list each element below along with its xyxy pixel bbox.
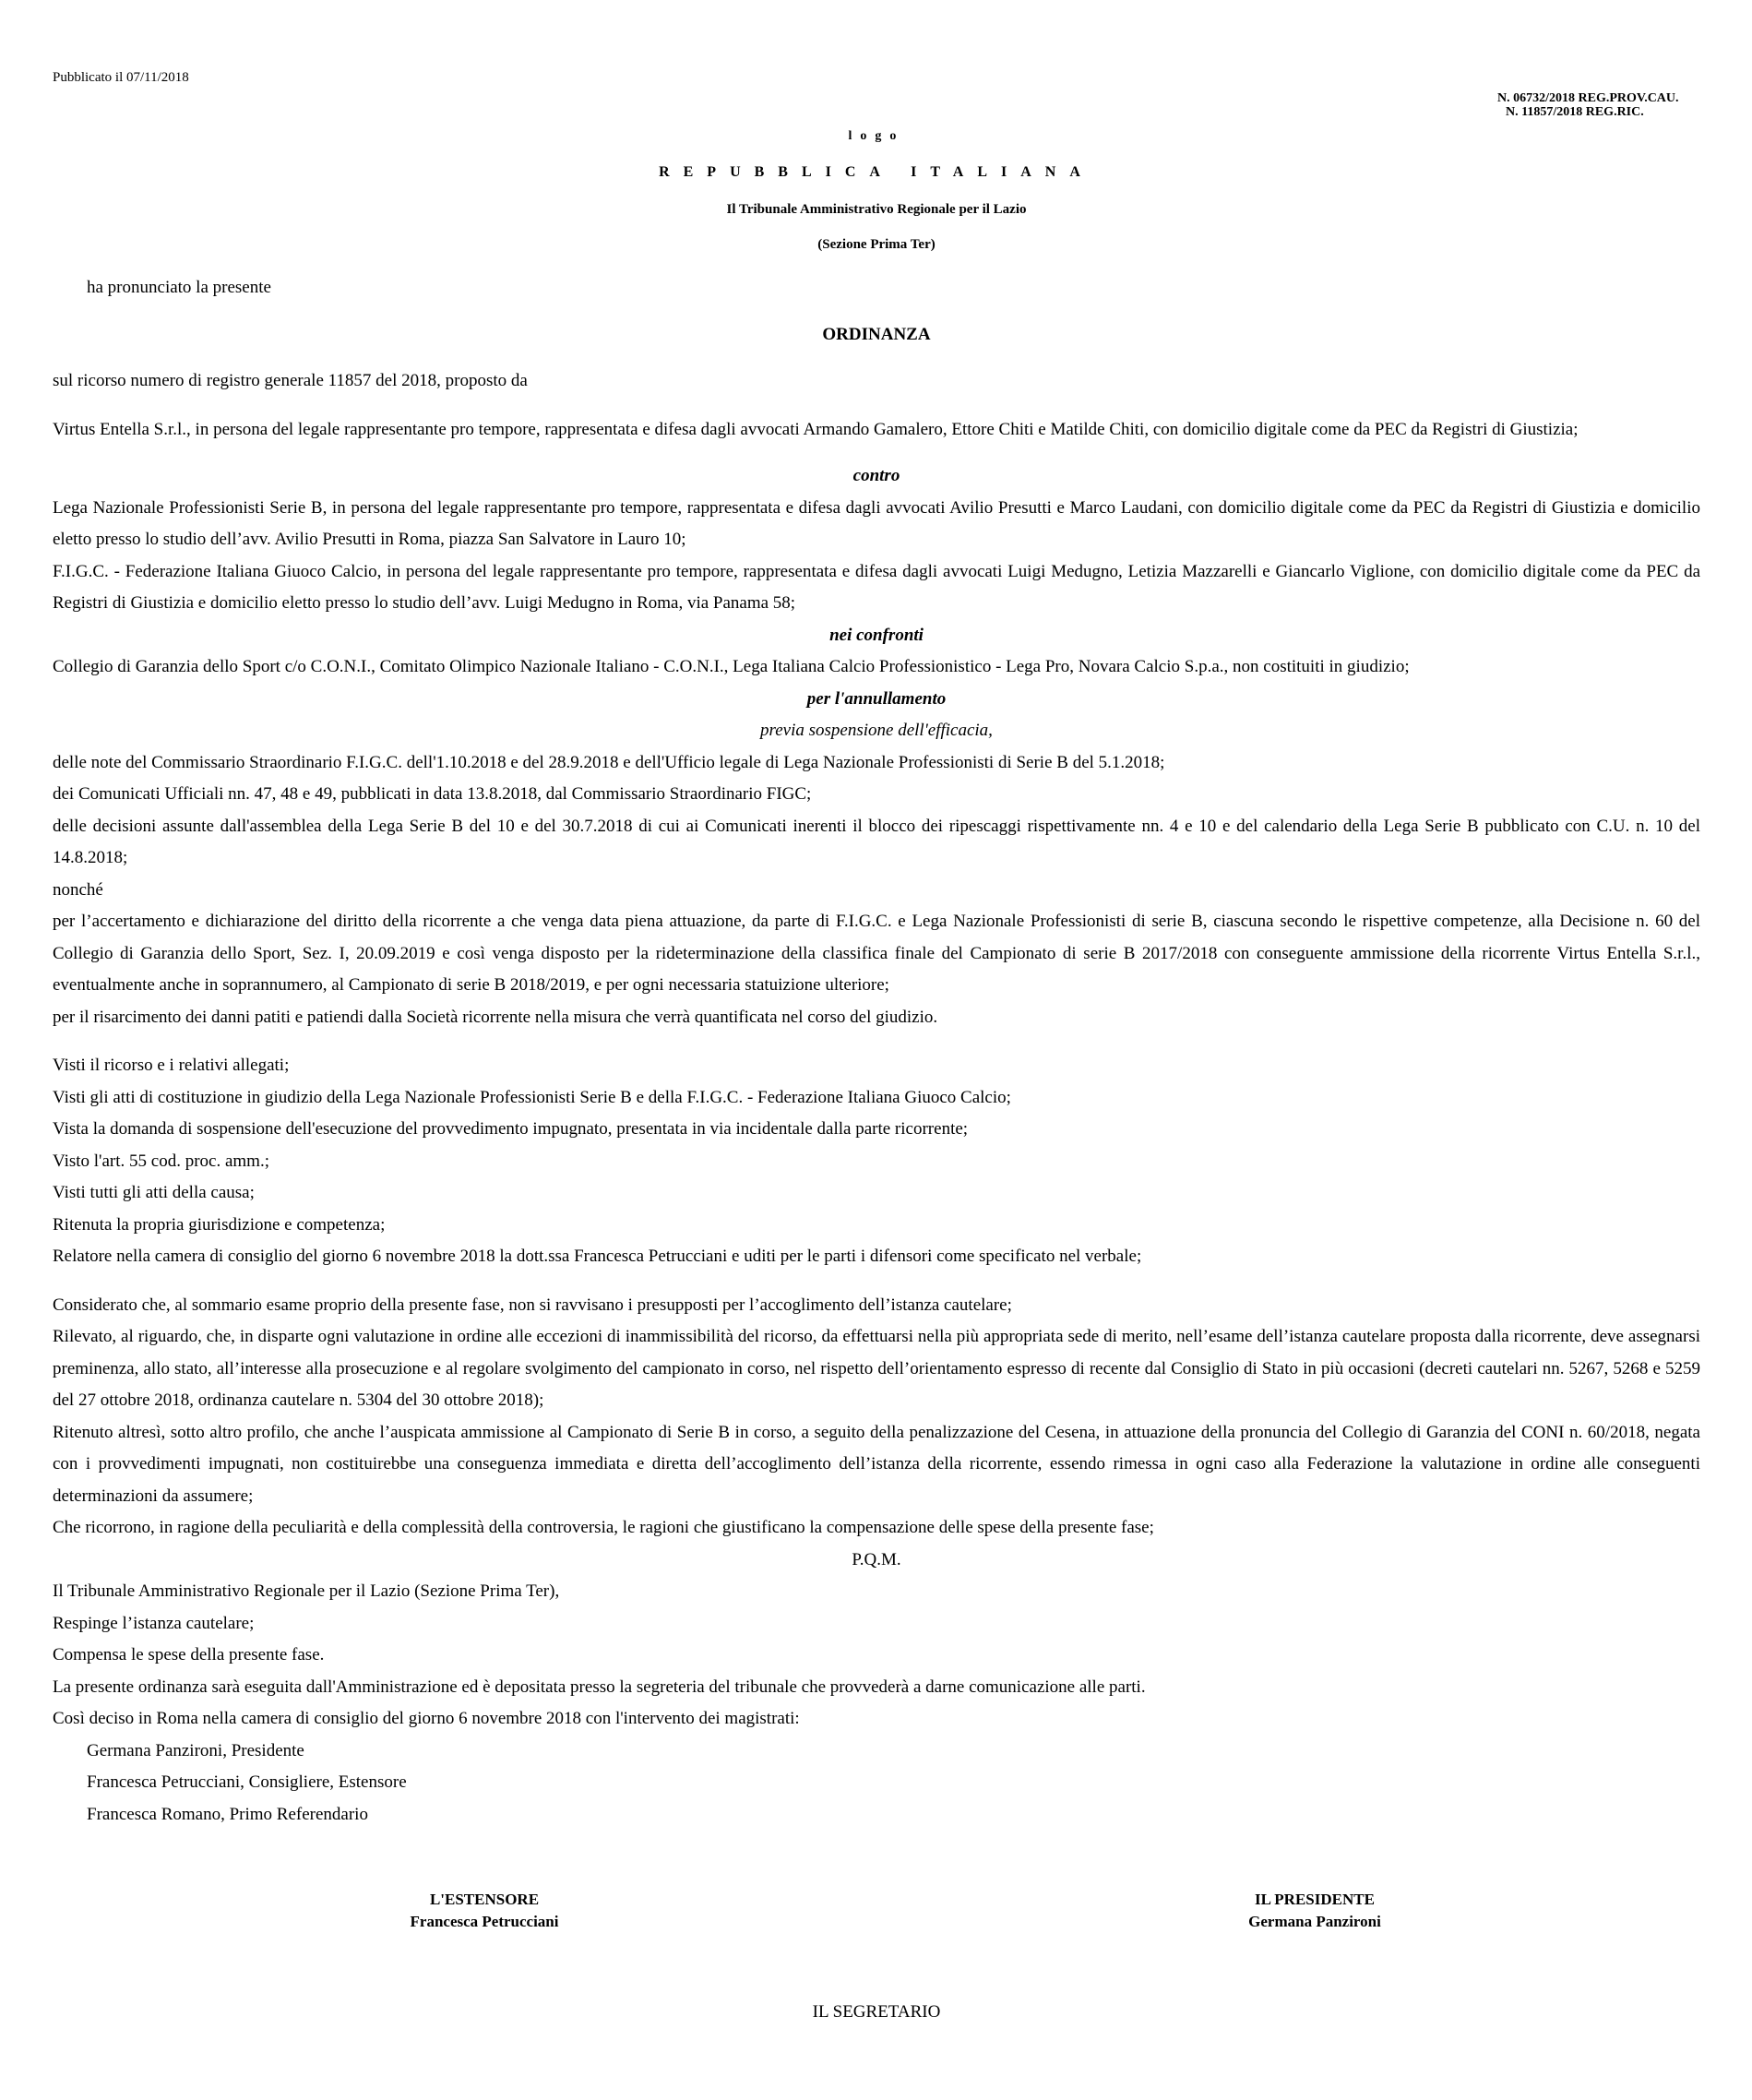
- presidente-title: IL PRESIDENTE: [1255, 1891, 1375, 1908]
- estensore-title: L'ESTENSORE: [429, 1891, 540, 1908]
- presidente-name: Germana Panzironi: [1248, 1913, 1381, 1930]
- annullamento-heading: per l'annullamento: [806, 688, 947, 709]
- dispositivo-item: Compensa le spese della presente fase.: [53, 1645, 325, 1664]
- controinteressati-paragraph: Collegio di Garanzia dello Sport c/o C.O.N.I., Comitato Olimpico Nazionale Italiano - C.O.N.I., Lega Italiana Calcio Professionistico - Lega Pro, Novara Calcio S.p.a., non costituiti in giudizio;: [53, 657, 1410, 676]
- dispositivo-item: Il Tribunale Amministrativo Regionale per il Lazio (Sezione Prima Ter),: [53, 1581, 560, 1601]
- registry-numbers: [1497, 91, 1700, 119]
- ricorrente-paragraph: Virtus Entella S.r.l., in persona del legale rappresentante pro tempore, rappresentata e difesa dagli avvocati Armando Gamalero, Ettore Chiti e Matilde Chiti, con domicilio digitale come da PEC da Registri di Giustizia;: [53, 419, 1579, 439]
- reg-ric: N. 11857/2018 REG.RIC.: [1506, 105, 1644, 119]
- ritenuto-paragraph: Ritenuto altresì, sotto altro profilo, che anche l’auspicata ammissione al Campionato di Serie B in corso, a seguito della penalizzazione del Cesena, in attuazione della pronuncia del Collegio di Garanzia del CONI n. 60/2018, negata con i provvedimenti impugnati, non costituirebbe una conseguenza immediata e diretta dell’accoglimento dell’istanza della ricorrente, essendo rimessa in ogni caso alla Federazione la valutazione in ordine alle conseguenti determinazioni da assumere;: [53, 1422, 1700, 1506]
- oggetto-comunicati: dei Comunicati Ufficiali nn. 47, 48 e 49, pubblicati in data 13.8.2018, dal Commissario Straordinario FIGC;: [53, 784, 812, 804]
- estensore-name: Francesca Petrucciani: [410, 1913, 559, 1930]
- ricorso-line: sul ricorso numero di registro generale 11857 del 2018, proposto da: [53, 371, 528, 390]
- resistente-figc-paragraph: F.I.G.C. - Federazione Italiana Giuoco Calcio, in persona del legale rappresentante pro tempore, rappresentata e difesa dagli avvocati Luigi Medugno, Letizia Mazzarelli e Giancarlo Viglione, con domicilio digitale come da PEC da Registri di Giustizia e domicilio eletto presso lo studio dell’avv. Luigi Medugno in Roma, via Panama 58;: [53, 561, 1700, 613]
- accertamento-paragraph: per l’accertamento e dichiarazione del diritto della ricorrente a che venga data piena attuazione, da parte di F.I.G.C. e Lega Nazionale Professionisti di serie B, ciascuna secondo le rispettive competenze, alla Decisione n. 60 del Collegio di Garanzia dello Sport, Sez. I, 20.09.2019 e così venga disposto per la rideterminazione della classifica finale del Campionato di serie B 2017/2018 con conseguente ammissione della ricorrente Virtus Entella S.r.l., eventualmente anche in soprannumero, al Campionato di serie B 2018/2019, e per ogni necessaria statuizione ulteriore;: [53, 912, 1700, 995]
- magistrato-line: Francesca Romano, Primo Referendario: [87, 1804, 368, 1824]
- oggetto-decisioni: delle decisioni assunte dall'assemblea della Lega Serie B del 10 e del 30.7.2018 di cui ai Comunicati inerenti il blocco dei ripescaggi rispettivamente nn. 4 e 10 e del calendario della Lega Serie B pubblicato con C.U. n. 10 del 14.8.2018;: [53, 816, 1700, 867]
- visti-item: Visti tutti gli atti della causa;: [53, 1183, 255, 1202]
- republic-heading: REPUBBLICA ITALIANA: [659, 164, 1094, 180]
- dispositivo-item: La presente ordinanza sarà eseguita dall'Amministrazione ed è depositata presso la segreteria del tribunale che provvederà a darne comunicazione alle parti.: [53, 1676, 1146, 1697]
- logo-placeholder: logo: [848, 129, 905, 143]
- resistente-lega-paragraph: Lega Nazionale Professionisti Serie B, in persona del legale rappresentante pro tempore, rappresentata e difesa dagli avvocati Avilio Presutti e Marco Laudani, con domicilio digitale come da PEC da Registri di Giustizia e domicilio eletto presso lo studio dell’avv. Avilio Presutti in Roma, piazza San Salvatore in Lauro 10;: [53, 497, 1700, 549]
- signature-presidente: [1130, 1889, 1499, 1933]
- document-page: [53, 0, 1700, 2100]
- visti-item: Visto l'art. 55 cod. proc. amm.;: [53, 1151, 269, 1171]
- reg-prov-cau: N. 06732/2018 REG.PROV.CAU.: [1497, 91, 1679, 105]
- rilevato-paragraph: Rilevato, al riguardo, che, in disparte ogni valutazione in ordine alle eccezioni di inammissibilità del ricorso, da effettuarsi nella più appropriata sede di merito, nell’esame dell’istanza cautelare proposta dalla ricorrente, deve assegnarsi preminenza, allo stato, all’interesse alla prosecuzione e al regolare svolgimento del campionato in corso, nel rispetto dell’orientamento espresso di recente dal Consiglio di Stato in più occasioni (decreti cautelari nn. 5267, 5268 e 5259 del 27 ottobre 2018, ordinanza cautelare n. 5304 del 30 ottobre 2018);: [53, 1327, 1700, 1410]
- visti-item: Visti gli atti di costituzione in giudizio della Lega Nazionale Professionisti Serie B e della F.I.G.C. - Federazione Italiana Giuoco Calcio;: [53, 1087, 1011, 1107]
- contro-heading: contro: [852, 466, 900, 485]
- considerato-paragraph: Considerato che, al sommario esame proprio della presente fase, non si ravvisano i presupposti per l’accoglimento dell’istanza cautelare;: [53, 1295, 1012, 1315]
- section-heading: (Sezione Prima Ter): [817, 237, 936, 252]
- document-title: ORDINANZA: [822, 324, 931, 344]
- dispositivo-item: Respinge l’istanza cautelare;: [53, 1613, 255, 1633]
- nei-confronti-heading: nei confronti: [829, 625, 924, 645]
- pqm-heading: P.Q.M.: [852, 1549, 901, 1569]
- published-date: Pubblicato il 07/11/2018: [53, 70, 189, 85]
- visti-item: Visti il ricorso e i relativi allegati;: [53, 1056, 290, 1075]
- tribunal-heading: Il Tribunale Amministrativo Regionale per il Lazio: [726, 202, 1027, 217]
- magistrato-line: Germana Panzironi, Presidente: [87, 1740, 304, 1760]
- segretario-label: IL SEGRETARIO: [812, 2002, 941, 2022]
- risarcimento-paragraph: per il risarcimento dei danni patiti e patiendi dalla Società ricorrente nella misura che verrà quantificata nel corso del giudizio.: [53, 1007, 938, 1027]
- oggetto-note: delle note del Commissario Straordinario F.I.G.C. dell'1.10.2018 e del 28.9.2018 e dell'Ufficio legale di Lega Nazionale Professionisti di Serie B del 5.1.2018;: [53, 752, 1165, 772]
- compensazione-paragraph: Che ricorrono, in ragione della peculiarità e della complessità della controversia, le ragioni che giustificano la compensazione delle spese della presente fase;: [53, 1518, 1154, 1537]
- pronounced-line: ha pronunciato la presente: [87, 278, 271, 297]
- nonche-line: nonché: [53, 879, 103, 900]
- sospensione-subheading: previa sospensione dell'efficacia,: [760, 721, 993, 740]
- dispositivo-item: Così deciso in Roma nella camera di consiglio del giorno 6 novembre 2018 con l'intervento dei magistrati:: [53, 1709, 800, 1728]
- signature-estensore: [300, 1889, 669, 1933]
- visti-item: Ritenuta la propria giurisdizione e competenza;: [53, 1214, 386, 1235]
- document-body: [53, 272, 1700, 1831]
- visti-item: Vista la domanda di sospensione dell'esecuzione del provvedimento impugnato, presentata in via incidentale dalla parte ricorrente;: [53, 1119, 969, 1139]
- magistrato-line: Francesca Petrucciani, Consigliere, Estensore: [87, 1772, 407, 1792]
- visti-item: Relatore nella camera di consiglio del giorno 6 novembre 2018 la dott.ssa Francesca Petrucciani e uditi per le parti i difensori come specificato nel verbale;: [53, 1247, 1142, 1266]
